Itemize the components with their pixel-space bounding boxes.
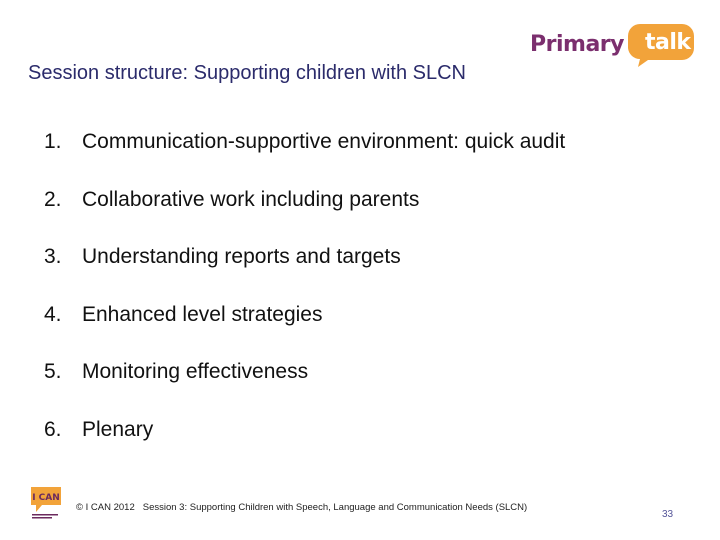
logo-word-talk: talk: [645, 30, 691, 55]
page-title: Session structure: Supporting children with SLCN: [28, 62, 466, 84]
agenda-item: [44, 303, 565, 361]
agenda-item-number: 1.: [44, 130, 62, 153]
agenda-item-number: 5.: [44, 360, 62, 384]
agenda-item-number: 2.: [44, 187, 62, 211]
agenda-item-number: 4.: [44, 302, 62, 326]
agenda-item: [44, 360, 565, 418]
primary-talk-logo: [528, 22, 696, 68]
agenda-item: [44, 188, 565, 246]
agenda-item: [44, 418, 565, 476]
agenda-item: [44, 130, 565, 188]
agenda-item-text: Collaborative work including parents: [82, 187, 420, 211]
ican-logo-icon: [28, 484, 64, 520]
footer-session: Session 3: Supporting Children with Speech, Language and Communication Needs (SLCN): [142, 502, 528, 513]
agenda-item: [44, 245, 565, 303]
agenda-item-number: 3.: [44, 245, 62, 269]
agenda-item-text: Communication-supportive environment: quick audit: [82, 130, 566, 153]
agenda-list: [44, 130, 565, 476]
agenda-item-text: Monitoring effectiveness: [82, 360, 309, 384]
footer-text: [76, 502, 527, 513]
page-number: 33: [662, 509, 674, 520]
footer-copyright: © I CAN 2012: [76, 502, 135, 513]
agenda-item-text: Plenary: [82, 417, 154, 441]
agenda-item-text: Understanding reports and targets: [82, 245, 401, 269]
logo-word-primary: Primary: [530, 32, 624, 57]
agenda-item-number: 6.: [44, 417, 62, 441]
agenda-item-text: Enhanced level strategies: [82, 302, 323, 326]
ican-logo-text: I CAN: [32, 493, 60, 503]
